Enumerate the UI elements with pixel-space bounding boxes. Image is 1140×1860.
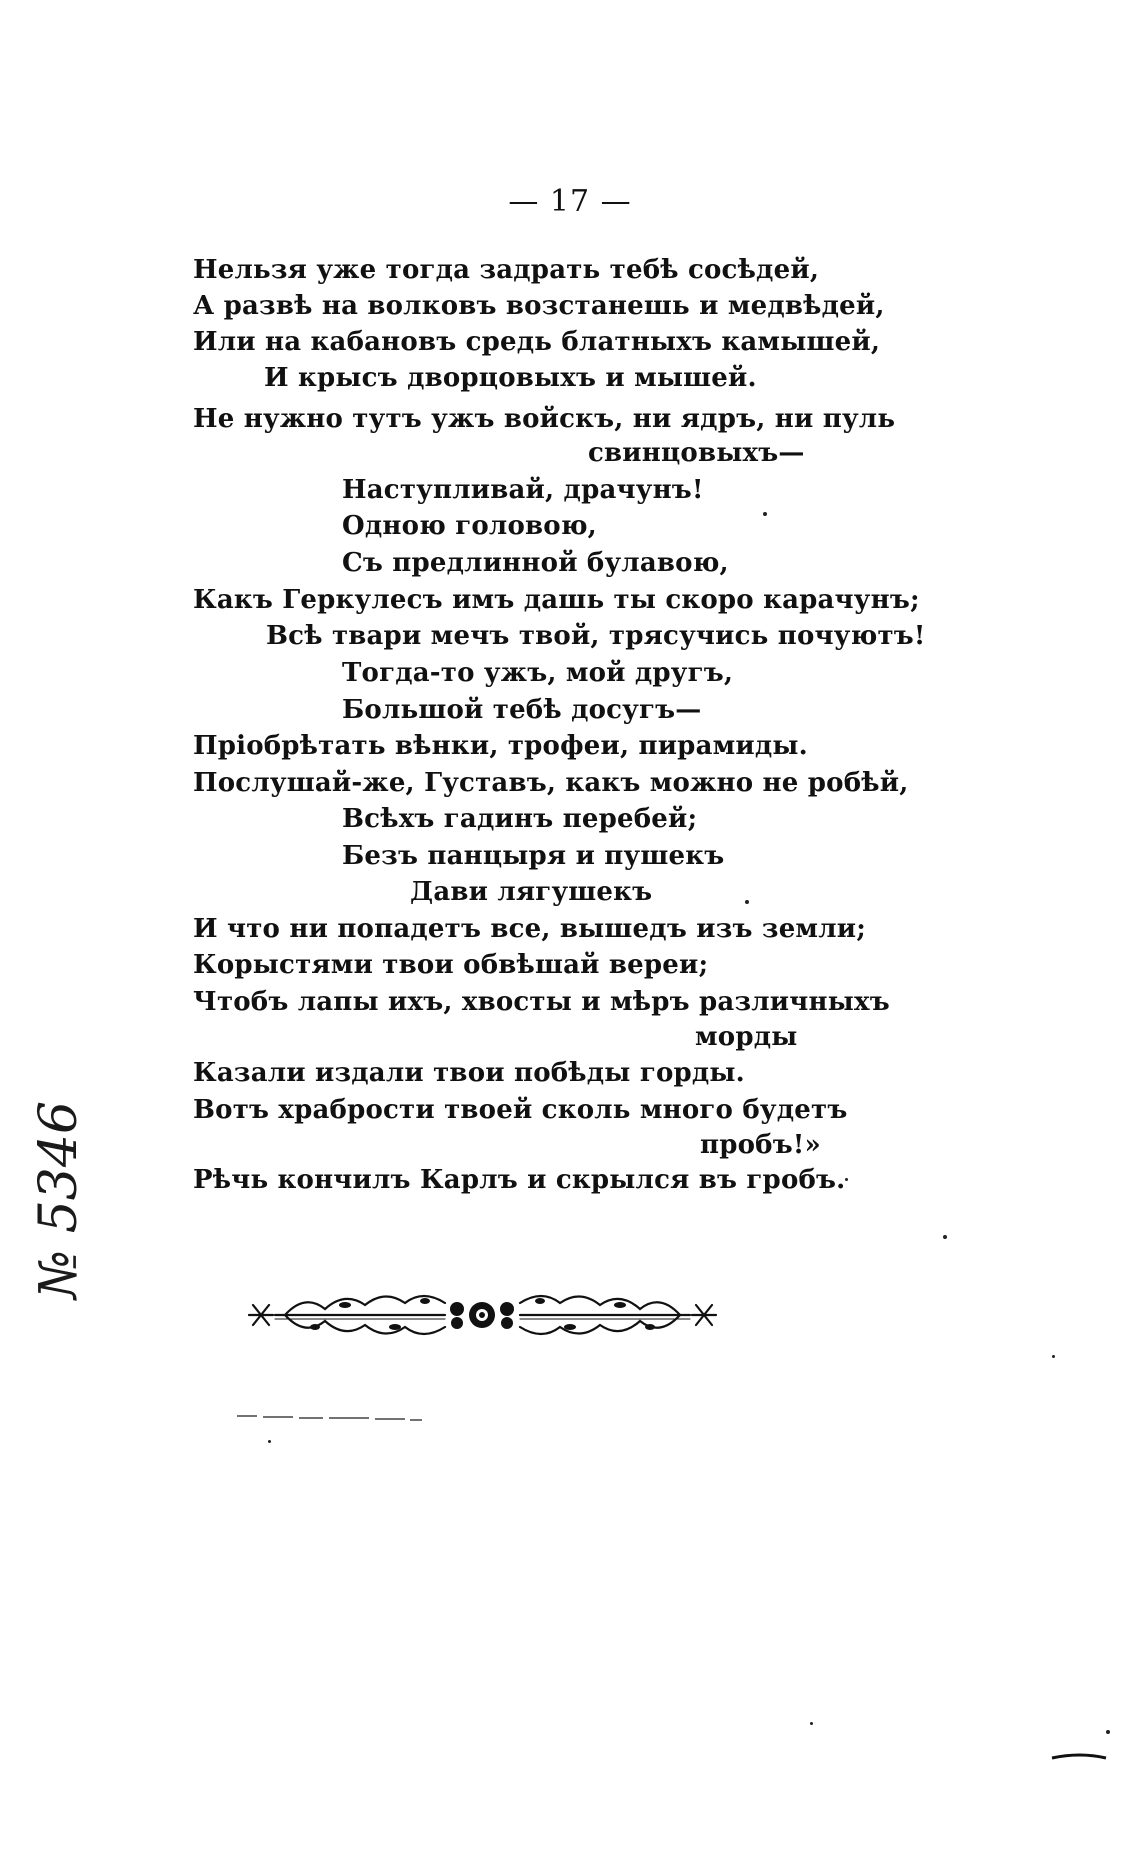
floral-tailpiece-icon <box>245 1275 720 1355</box>
poem-line: Не нужно тутъ ужъ войскъ, ни ядръ, ни пуль <box>193 404 896 434</box>
page-number: — 17 — <box>508 184 632 219</box>
poem-line: Съ предлинной булавою, <box>342 548 729 578</box>
poem-line: Всѣ твари мечъ твой, трясучись почуютъ! <box>266 621 926 651</box>
poem-line: морды <box>695 1022 798 1052</box>
poem-line: Нельзя уже тогда задрать тебѣ сосѣдей, <box>193 255 820 285</box>
faint-ink-trace <box>235 1408 425 1428</box>
poem-line: Казали издали твои побѣды горды. <box>193 1058 745 1088</box>
poem-line: Какъ Геркулесъ имъ дашь ты скоро карачунъ; <box>193 585 920 615</box>
handwritten-catalog-number <box>14 1100 104 1300</box>
poem-line: Послушай-же, Густавъ, какъ можно не робѣй, <box>193 768 909 798</box>
poem-line: Чтобъ лапы ихъ, хвосты и мѣръ различныхъ <box>193 987 890 1017</box>
ink-speck <box>810 1722 813 1725</box>
poem-line: пробъ!» <box>700 1130 821 1160</box>
poem-line: Или на кабановъ средь блатныхъ камышей, <box>193 327 881 357</box>
ink-stroke-mark <box>1050 1752 1108 1762</box>
poem-line: Рѣчь кончилъ Карлъ и скрылся въ гробъ. <box>193 1165 846 1195</box>
poem-line: И что ни попадетъ все, вышедъ изъ земли; <box>193 914 867 944</box>
poem-line: И крысъ дворцовыхъ и мышей. <box>264 363 757 393</box>
poem-line: Одною головою, <box>342 511 597 541</box>
poem-line: Дави лягушекъ <box>410 877 653 907</box>
poem-line: Большой тебѣ досугъ— <box>342 695 702 725</box>
poem-line: Всѣхъ гадинъ перебей; <box>342 804 698 834</box>
poem-line: А развѣ на волковъ возстанешь и медвѣдей, <box>193 291 885 321</box>
poem-line: Тогда-то ужъ, мой другъ, <box>342 658 734 688</box>
handwritten-catalog-number-text: № 5346 <box>29 1100 89 1300</box>
poem-line: Корыстями твои обвѣшай вереи; <box>193 950 709 980</box>
poem-line: Пріобрѣтать вѣнки, трофеи, пирамиды. <box>193 731 808 761</box>
ink-speck <box>943 1235 947 1239</box>
poem-line: Наступливай, драчунъ! <box>342 475 704 505</box>
ink-speck <box>268 1440 271 1443</box>
poem-line: Безъ панцыря и пушекъ <box>342 841 725 871</box>
ink-speck <box>1052 1355 1055 1358</box>
ink-speck <box>745 900 749 904</box>
poem-line: свинцовыхъ— <box>588 438 805 468</box>
ink-speck <box>763 512 767 516</box>
ink-speck <box>1106 1730 1110 1734</box>
poem-line: Вотъ храбрости твоей сколь много будетъ <box>193 1095 848 1125</box>
ink-speck <box>845 1178 848 1181</box>
